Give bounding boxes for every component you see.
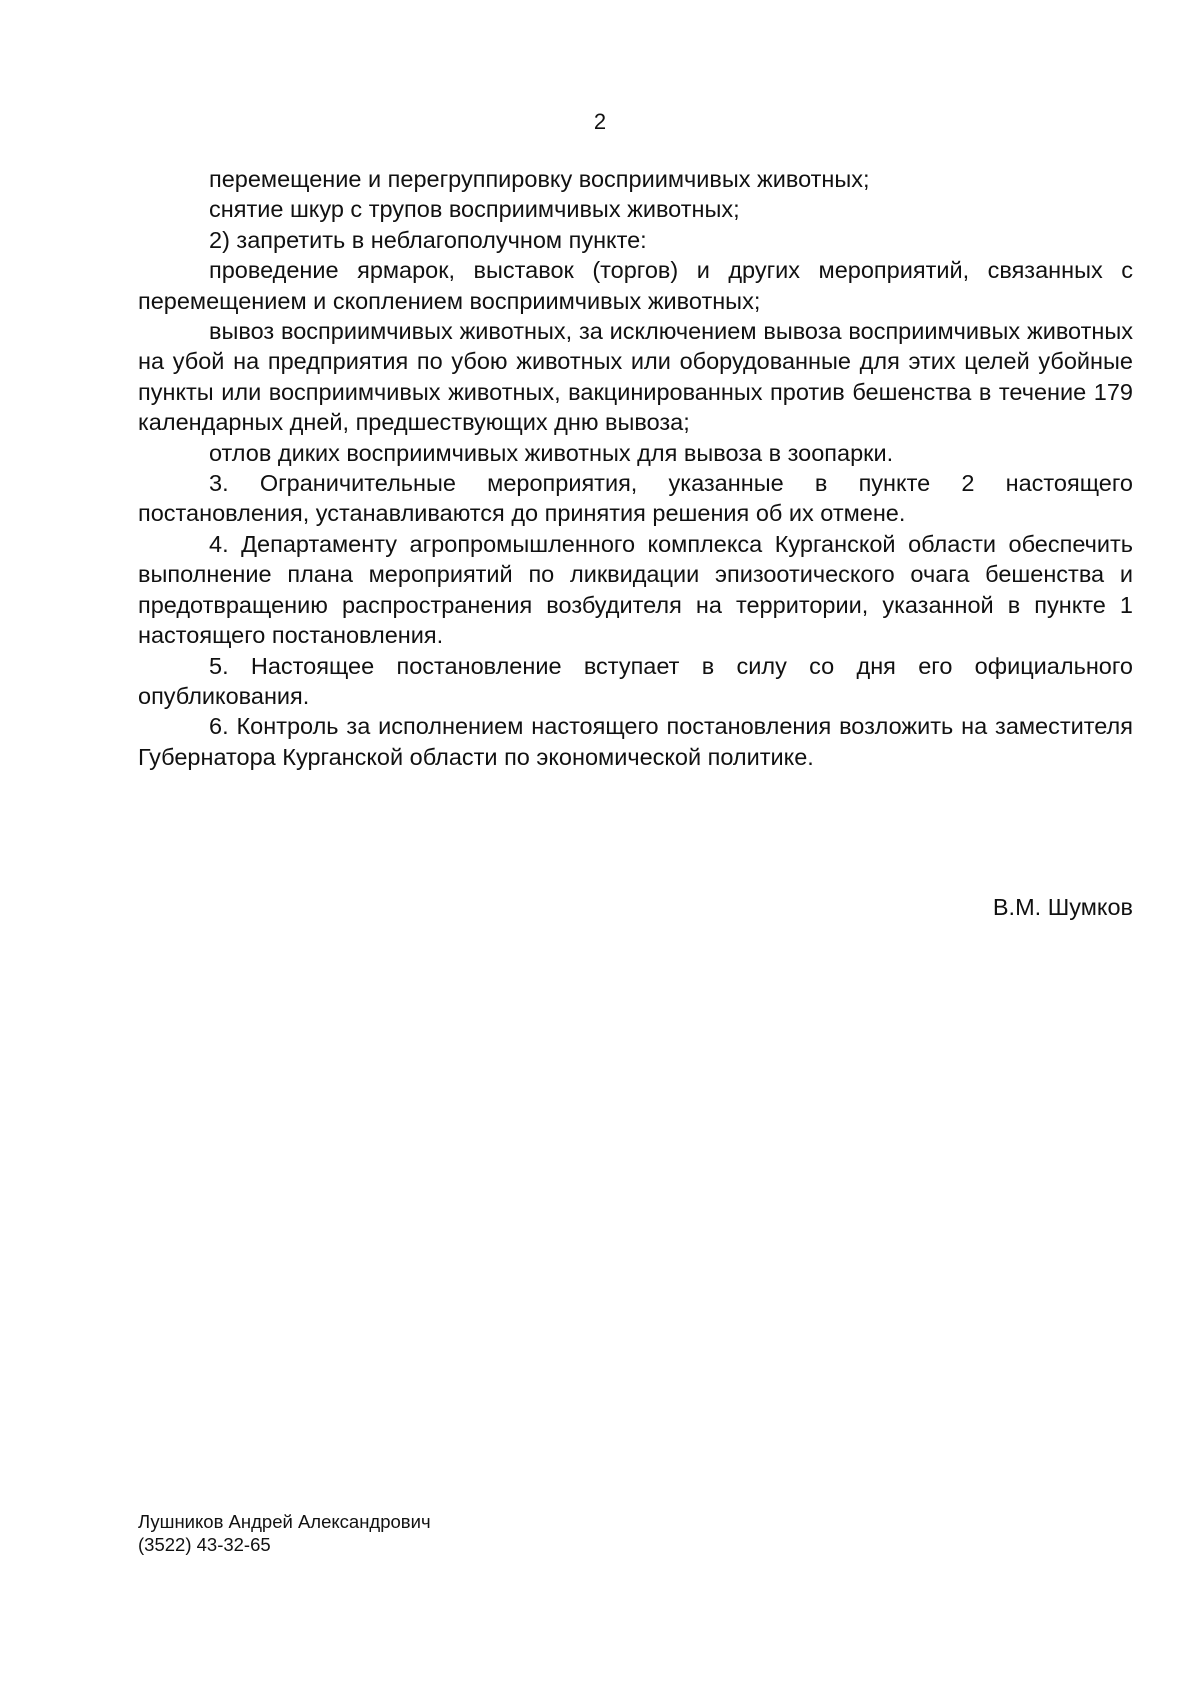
paragraph: 5. Настоящее постановление вступает в силу со дня его официального опубликования. xyxy=(138,652,1133,709)
contact-phone: (3522) 43-32-65 xyxy=(138,1534,271,1555)
contact-block xyxy=(138,1510,431,1556)
signature-name: В.М. Шумков xyxy=(992,894,1133,920)
document-body xyxy=(138,164,1133,772)
paragraph: вывоз восприимчивых животных, за исключением вывоза восприимчивых животных на убой на предприятия по убою животных или оборудованные для этих целей убойные пункты или восприимчивых животных, вакцинированных против бешенства в течение 179 календарных дней, предшествующих дню вывоза; xyxy=(138,318,1133,436)
paragraph: снятие шкур с трупов восприимчивых животных; xyxy=(209,196,740,223)
paragraph: 4. Департаменту агропромышленного комплекса Курганской области обеспечить выполнение плана мероприятий по ликвидации эпизоотического очага бешенства и предотвращению распространения возбудителя на территории, указанной в пункте 1 настоящего постановления. xyxy=(138,530,1133,649)
paragraph: 2) запретить в неблагополучном пункте: xyxy=(209,226,647,253)
paragraph: проведение ярмарок, выставок (торгов) и других мероприятий, связанных с перемещением и скоплением восприимчивых животных; xyxy=(138,257,1133,314)
paragraph: перемещение и перегруппировку восприимчивых животных; xyxy=(209,166,870,192)
paragraph: отлов диких восприимчивых животных для вывоза в зоопарки. xyxy=(209,439,894,466)
paragraph: 6. Контроль за исполнением настоящего постановления возложить на заместителя Губернатора Курганской области по экономической политике. xyxy=(138,713,1133,770)
page-number: 2 xyxy=(593,109,607,134)
contact-name: Лушников Андрей Александрович xyxy=(138,1511,431,1532)
paragraph: 3. Ограничительные мероприятия, указанные в пункте 2 настоящего постановления, устанавливаются до принятия решения об их отмене. xyxy=(138,470,1133,527)
